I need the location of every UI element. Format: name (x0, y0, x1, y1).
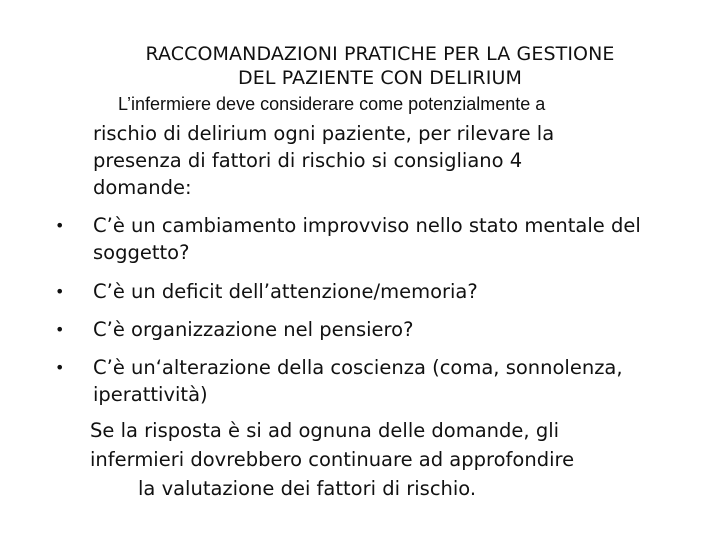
list-item-line: C’è un‘alterazione della coscienza (coma, sonnolenza, (93, 356, 623, 379)
intro-line-2: rischio di delirium ogni paziente, per rilevare la (93, 122, 555, 145)
intro-line-3: presenza di fattori di rischio si consigliano 4 (93, 149, 523, 172)
list-item-line: C’è un cambiamento improvviso nello stato mentale del (93, 214, 641, 237)
list-item-line: C’è un deficit dell’attenzione/memoria? (93, 280, 478, 303)
list-item-text (93, 316, 713, 343)
title-line-1: RACCOMANDAZIONI PRATICHE PER LA GESTIONE (145, 43, 615, 65)
closing-line-1: Se la risposta è si ad ognuna delle domande, gli (90, 419, 560, 442)
bullet-icon: • (55, 320, 65, 339)
bullet-icon: • (55, 282, 65, 301)
bullet-icon: • (55, 358, 65, 377)
slide-title (60, 42, 700, 90)
list-item-line: iperattività) (93, 383, 208, 406)
list-item-text (93, 354, 713, 408)
closing-line-3: la valutazione dei fattori di rischio. (138, 477, 477, 500)
intro-paragraph (93, 120, 653, 201)
list-item-line: soggetto? (93, 241, 190, 264)
list-item-text (93, 212, 713, 266)
list-item-line: C’è organizzazione nel pensiero? (93, 318, 414, 341)
intro-line-4: domande: (93, 176, 192, 199)
title-line-2: DEL PAZIENTE CON DELIRIUM (238, 67, 522, 89)
intro-line-1: L’infermiere deve considerare come potenzialmente a (118, 94, 546, 114)
closing-paragraph (90, 416, 690, 503)
bullet-icon: • (55, 216, 65, 235)
closing-line-2: infermieri dovrebbero continuare ad approfondire (90, 448, 575, 471)
list-item-text (93, 278, 713, 305)
